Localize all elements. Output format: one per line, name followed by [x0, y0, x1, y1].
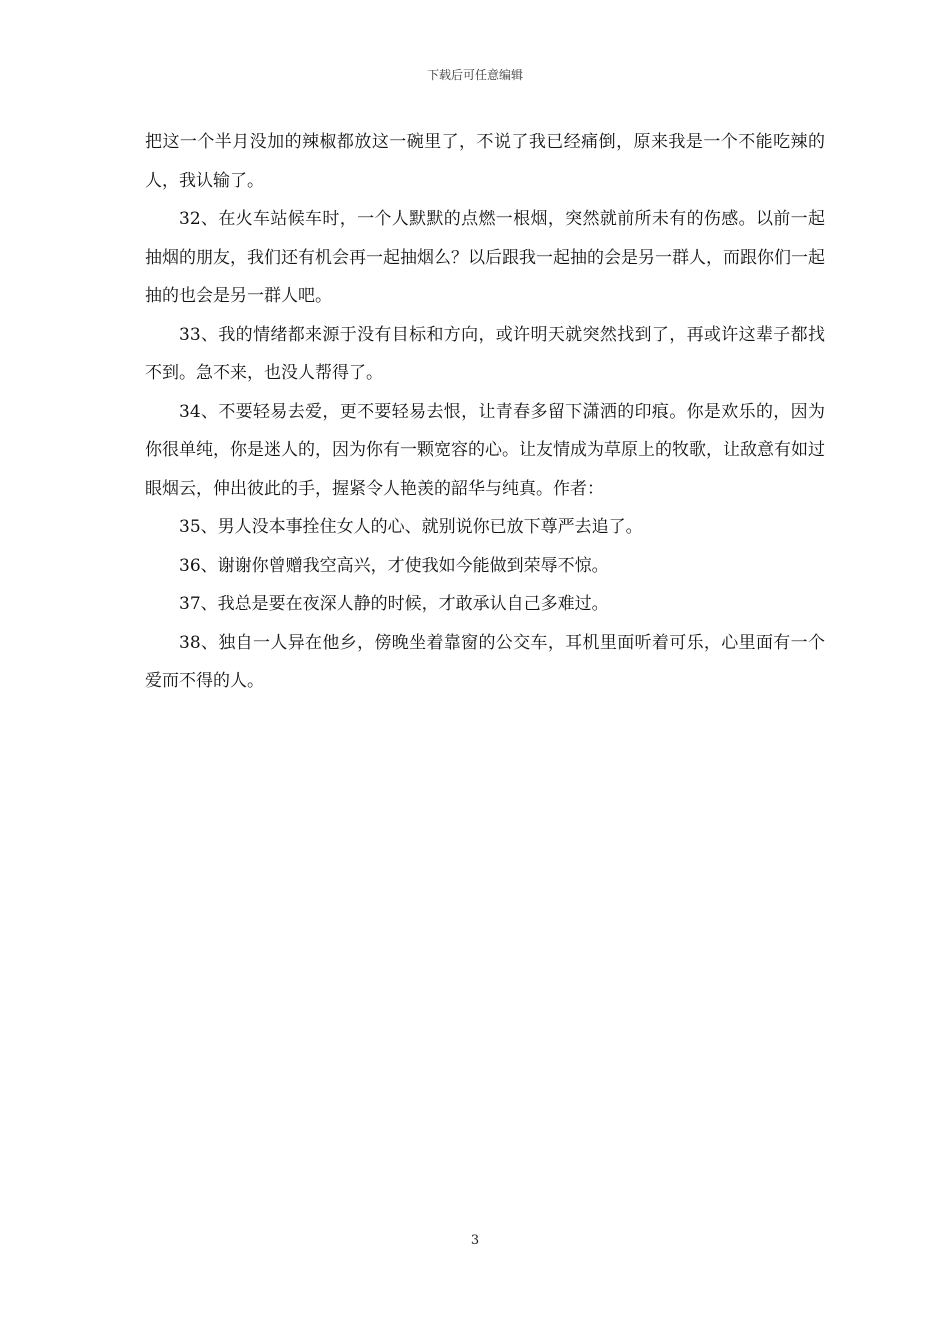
- page-header: 下载后可任意编辑: [426, 68, 523, 82]
- paragraph-35: 35、男人没本事拴住女人的心、就别说你已放下尊严去追了。: [179, 517, 643, 537]
- paragraph-37: 37、我总是要在夜深人静的时候，才敢承认自己多难过。: [179, 594, 609, 614]
- paragraph-38: 38、独自一人异在他乡，傍晚坐着靠窗的公交车，耳机里面听着可乐，心里面有一个爱而不得的人。: [145, 632, 825, 691]
- paragraph-34: 34、不要轻易去爱，更不要轻易去恨，让青春多留下潇洒的印痕。你是欢乐的，因为你很单纯，你是迷人的，因为你有一颗宽容的心。让友情成为草原上的牧歌，让敌意有如过眼烟云，伸出彼此的手，握紧令人艳羡的韶华与纯真。作者：: [145, 401, 825, 499]
- document-body: [145, 123, 825, 701]
- page-number: 3: [470, 1233, 480, 1248]
- paragraph-33: 33、我的情绪都来源于没有目标和方向，或许明天就突然找到了，再或许这辈子都找不到。急不来，也没人帮得了。: [145, 324, 825, 383]
- paragraph-continuation: 把这一个半月没加的辣椒都放这一碗里了，不说了我已经痛倒，原来我是一个不能吃辣的人，我认输了。: [145, 132, 825, 191]
- paragraph-32: 32、在火车站候车时，一个人默默的点燃一根烟，突然就前所未有的伤感。以前一起抽烟的朋友，我们还有机会再一起抽烟么？以后跟我一起抽的会是另一群人，而跟你们一起抽的也会是另一群人吧。: [145, 209, 825, 306]
- paragraph-36: 36、谢谢你曾赠我空高兴，才使我如今能做到荣辱不惊。: [179, 555, 609, 576]
